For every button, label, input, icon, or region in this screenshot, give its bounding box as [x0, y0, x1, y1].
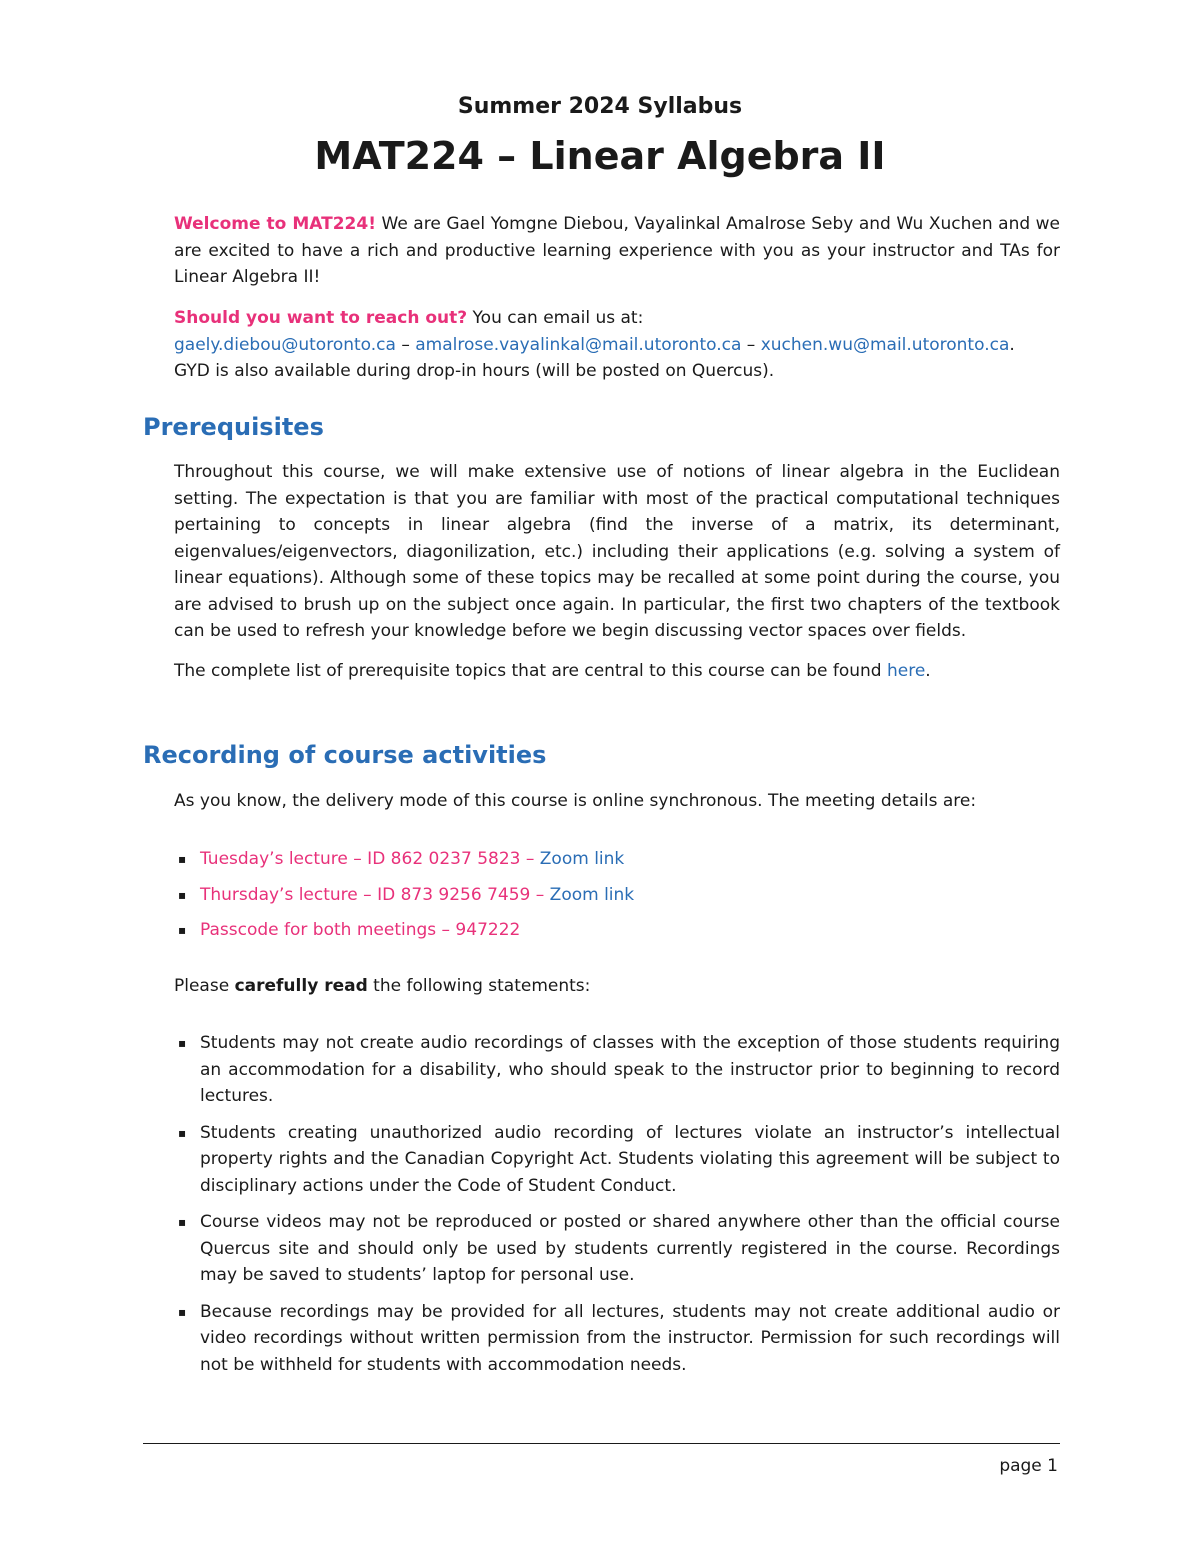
list-item [174, 1120, 1060, 1200]
document-title: MAT224 – Linear Algebra II [314, 134, 886, 178]
statement-text: Because recordings may be provided for all lectures, students may not create additional audio or video recordings without written permission from the instructor. Permission for such recordings will not be withheld for students with accommodation needs. [200, 1301, 1060, 1375]
dropin-text: GYD is also available during drop-in hours (will be posted on Quercus). [174, 361, 775, 381]
prerequisites-list-paragraph [174, 658, 1060, 685]
statement-text: Students may not create audio recordings of classes with the exception of those students requiring an accommodation for a disability, who should speak to the instructor prior to beginning to record lectures. [200, 1033, 1060, 1106]
prerequisites-here-link[interactable]: here [886, 661, 926, 681]
welcome-text: We are Gael Yomgne Diebou, Vayalinkal Amalrose Seby and Wu Xuchen and we are excited to have a rich and productive learning experience with you as your instructor and TAs for Linear Algebra II! [174, 214, 1061, 287]
section-heading-recording: Recording of course activities [143, 741, 547, 769]
welcome-lead: Welcome to MAT224! [174, 214, 376, 234]
contact-lead: Should you want to reach out? [174, 308, 468, 328]
meeting-list [174, 846, 1060, 953]
meeting-text: Thursday’s lecture – ID 873 9256 7459 – [200, 884, 550, 905]
statement-text: Course videos may not be reproduced or posted or shared anywhere other than the official course Quercus site and should only be used by students currently registered in the course. Recordings may be saved to students’ laptop for personal use. [200, 1212, 1060, 1285]
read-instruction [174, 973, 1060, 1000]
meeting-text: Tuesday’s lecture – ID 862 0237 5823 – [200, 849, 540, 869]
page-number: page 1 [999, 1456, 1058, 1476]
email-separator: – [741, 334, 761, 355]
zoom-link-tuesday[interactable]: Zoom link [539, 849, 625, 869]
email-period: . [1009, 334, 1015, 355]
email-link-instructor[interactable]: gaely.diebou@utoronto.ca [174, 334, 396, 355]
read-prefix: Please [174, 976, 235, 996]
email-link-ta-xuchen[interactable]: xuchen.wu@mail.utoronto.ca [760, 334, 1010, 355]
list-item [174, 1030, 1060, 1110]
read-bold: carefully read [234, 976, 368, 996]
prerequisites-list-text: The complete list of prerequisite topics that are central to this course can be found [174, 661, 887, 681]
list-item [174, 882, 1060, 909]
document-subtitle: Summer 2024 Syllabus [457, 94, 743, 119]
recording-intro: As you know, the delivery mode of this course is online synchronous. The meeting details are: [174, 791, 977, 811]
read-suffix: the following statements: [367, 976, 591, 996]
statements-list [174, 1030, 1060, 1388]
bullet: ▪ [178, 887, 187, 902]
email-link-ta-amalrose[interactable]: amalrose.vayalinkal@mail.utoronto.ca [415, 334, 742, 355]
section-heading-prerequisites: Prerequisites [143, 413, 324, 441]
footer-divider [143, 1443, 1060, 1444]
list-item [174, 1299, 1060, 1379]
zoom-link-thursday[interactable]: Zoom link [549, 884, 635, 905]
prerequisites-list-end: . [925, 661, 931, 681]
welcome-paragraph [174, 211, 1060, 291]
list-item [174, 846, 1060, 873]
bullet: ▪ [178, 1215, 187, 1229]
bullet: ▪ [178, 1125, 187, 1140]
bullet: ▪ [178, 1036, 187, 1050]
bullet: ▪ [178, 852, 187, 866]
list-item [174, 1209, 1060, 1289]
statement-text: Students creating unauthorized audio recording of lectures violate an instructor’s intellectual property rights and the Canadian Copyright Act. Students violating this agreement will be subject to disciplinary actions under the Code of Student Conduct. [200, 1122, 1060, 1196]
bullet: ▪ [178, 1304, 187, 1319]
contact-text: You can email us at: [467, 308, 644, 328]
contact-paragraph [174, 305, 1060, 385]
bullet: ▪ [178, 923, 187, 937]
list-item [174, 917, 1060, 944]
meeting-text: Passcode for both meetings – 947222 [200, 920, 521, 940]
prerequisites-body: Throughout this course, we will make extensive use of notions of linear algebra in the Euclidean setting. The expectation is that you are familiar with most of the practical computational techniques pertaining to concepts in linear algebra (find the inverse of a matrix, its determinant, eigenvalues/eigenvectors, diagonilization, etc.) including their applications (e.g. solving a system of linear equations). Although some of these topics may be recalled at some point during the course, you are advised to brush up on the subject once again. In particular, the first two chapters of the textbook can be used to refresh your knowledge before we begin discussing vector spaces over fields. [174, 462, 1060, 641]
email-separator: – [395, 334, 416, 355]
